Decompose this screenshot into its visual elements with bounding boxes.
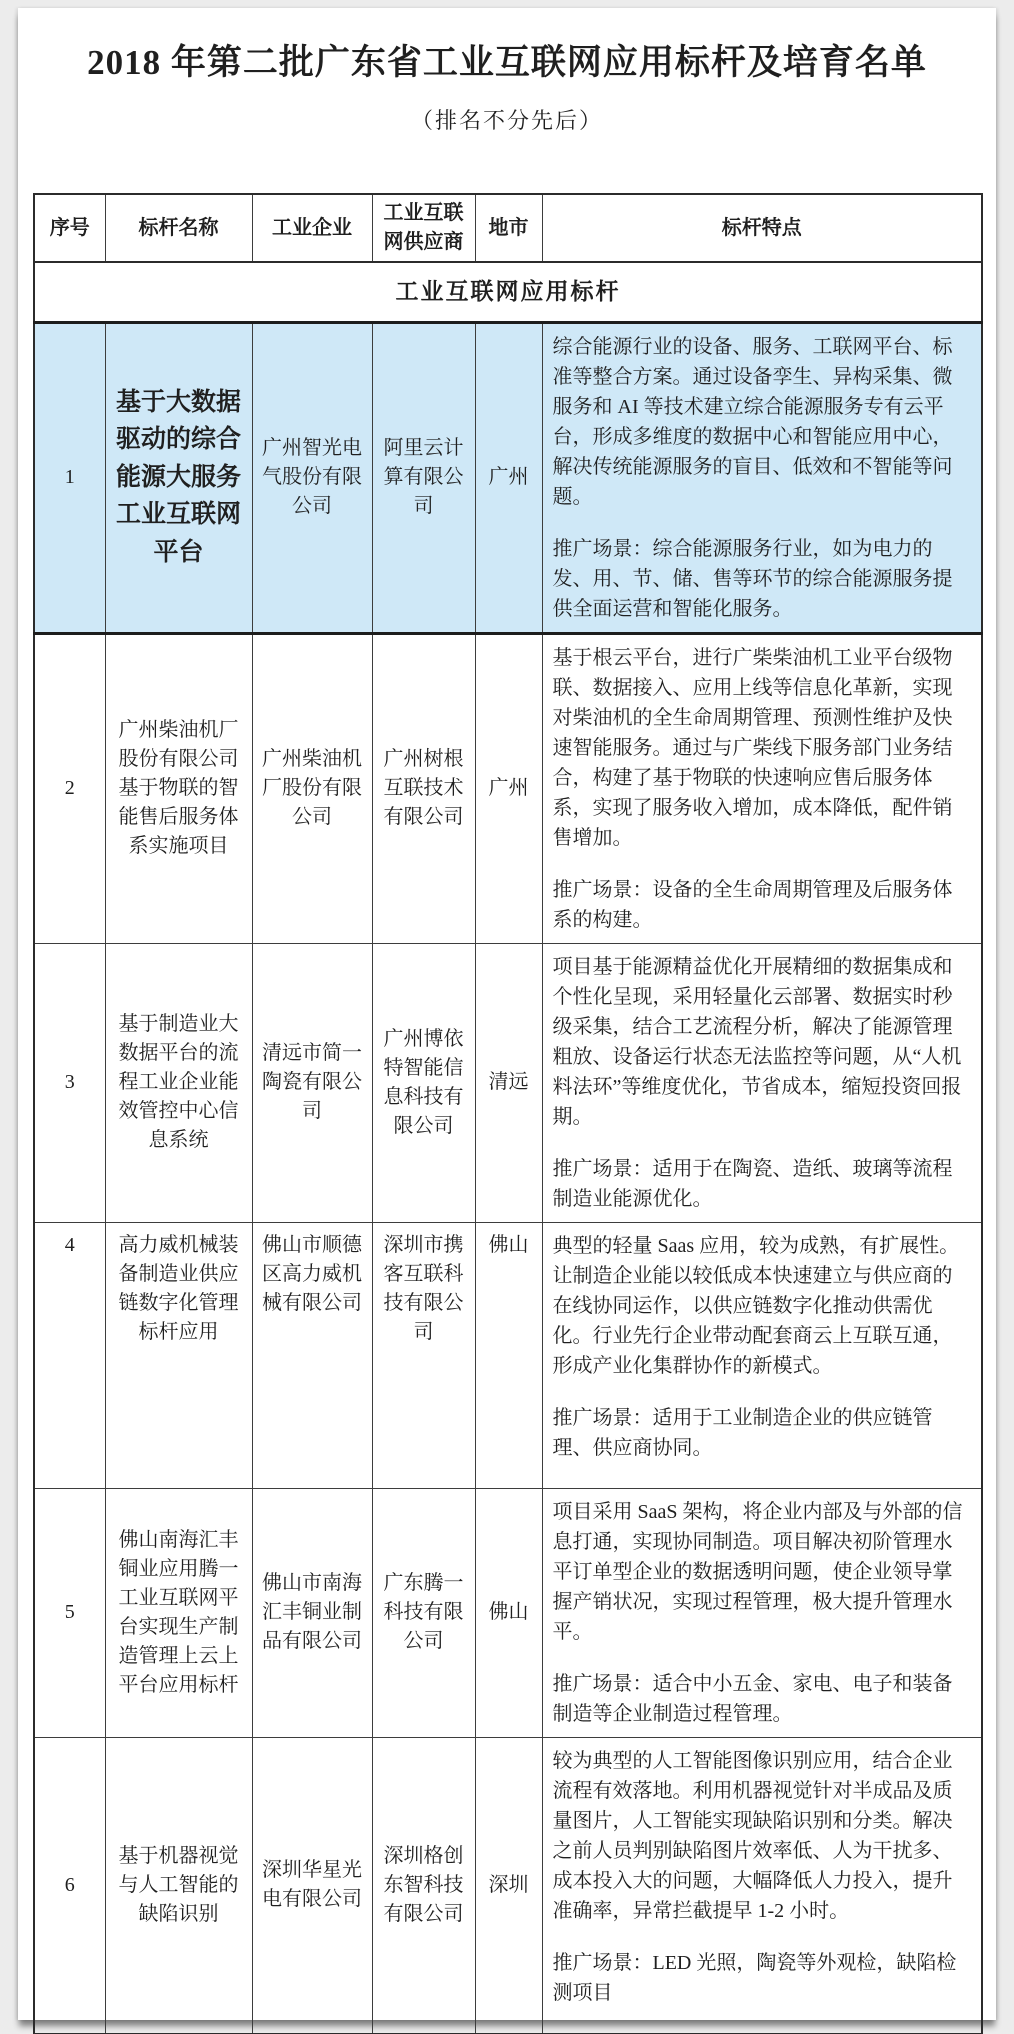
header-city: 地市 [475,194,542,262]
header-features: 标杆特点 [542,194,982,262]
cell-features [542,943,982,1222]
page-subtitle: （排名不分先后） [410,108,603,133]
cell-enterprise: 清远市简一陶瓷有限公司 [252,943,372,1222]
section-row [34,262,982,322]
features-promotion-scenario: 推广场景：LED 光照，陶瓷等外观检，缺陷检测项目 [552,1951,957,2004]
features-paragraph: 项目基于能源精益优化开展精细的数据集成和个性化呈现，采用轻量化云部署、数据实时秒级采集，结合工艺流程分析，解决了能源管理粗放、设备运行状态无法监控等问题，从“人机料法环”等维度优化，节省成本，缩短投资回报期。 [552,955,962,1128]
cell-enterprise: 广州柴油机厂股份有限公司 [252,633,372,943]
table-row [34,1737,982,2034]
cell-benchmark-name: 基于大数据驱动的综合能源大服务工业互联网平台 [105,322,252,633]
section-label: 工业互联网应用标杆 [34,262,982,322]
table-row [34,633,982,943]
header-no: 序号 [34,194,105,262]
features-promotion-scenario: 推广场景：设备的全生命周期管理及后服务体系的构建。 [552,878,953,931]
features-promotion-scenario: 推广场景：综合能源服务行业，如为电力的发、用、节、储、售等环节的综合能源服务提供全面运营和智能化服务。 [552,537,953,620]
cell-enterprise: 广州智光电气股份有限公司 [252,322,372,633]
cell-supplier: 广州树根互联技术有限公司 [372,633,475,943]
cell-city: 佛山 [475,1222,542,1488]
table-row [34,322,982,633]
header-enterprise: 工业企业 [252,194,372,262]
table-row [34,943,982,1222]
features-paragraph: 基于根云平台，进行广柴柴油机工业平台级物联、数据接入、应用上线等信息化革新，实现对柴油机的全生命周期管理、预测性维护及快速智能服务。通过与广柴线下服务部门业务结合，构建了基于物联的快速响应售后服务体系，实现了服务收入增加，成本降低，配件销售增加。 [552,646,953,849]
header-name: 标杆名称 [105,194,252,262]
features-paragraph: 较为典型的人工智能图像识别应用，结合企业流程有效落地。利用机器视觉针对半成品及质量图片，人工智能实现缺陷识别和分类。解决之前人员判别缺陷图片效率低、人为干扰多、成本投入大的问题，大幅降低人力投入，提升准确率，异常拦截提早 1-2 小时。 [552,1749,953,1922]
cell-enterprise: 深圳华星光电有限公司 [252,1737,372,2034]
header-row [34,194,982,262]
cell-enterprise: 佛山市南海汇丰铜业制品有限公司 [252,1488,372,1737]
features-promotion-scenario: 推广场景：适用于工业制造企业的供应链管理、供应商协同。 [552,1406,933,1459]
features-promotion-scenario: 推广场景：适用于在陶瓷、造纸、玻璃等流程制造业能源优化。 [552,1157,953,1210]
cell-no: 5 [34,1488,105,1737]
page-title: 2018 年第二批广东省工业互联网应用标杆及培育名单 [87,43,927,82]
cell-benchmark-name: 基于机器视觉与人工智能的缺陷识别 [105,1737,252,2034]
cell-benchmark-name: 广州柴油机厂股份有限公司基于物联的智能售后服务体系实施项目 [105,633,252,943]
cell-city: 深圳 [475,1737,542,2034]
cell-city: 佛山 [475,1488,542,1737]
table-row [34,1222,982,1488]
cell-city: 清远 [475,943,542,1222]
cell-features [542,1737,982,2034]
cell-supplier: 广州博依特智能信息科技有限公司 [372,943,475,1222]
cell-benchmark-name: 高力威机械装备制造业供应链数字化管理标杆应用 [105,1222,252,1488]
cell-supplier: 阿里云计算有限公司 [372,322,475,633]
cell-enterprise: 佛山市顺德区高力威机械有限公司 [252,1222,372,1488]
cell-features [542,1488,982,1737]
features-promotion-scenario: 推广场景：适合中小五金、家电、电子和装备制造等企业制造过程管理。 [552,1672,953,1725]
header-supplier: 工业互联网供应商 [372,194,475,262]
cell-benchmark-name: 基于制造业大数据平台的流程工业企业能效管控中心信息系统 [105,943,252,1222]
cell-supplier: 深圳格创东智科技有限公司 [372,1737,475,2034]
cell-supplier: 广东腾一科技有限公司 [372,1488,475,1737]
cell-no: 6 [34,1737,105,2034]
features-paragraph: 项目采用 SaaS 架构，将企业内部及与外部的信息打通，实现协同制造。项目解决初阶管理水平订单型企业的数据透明问题，使企业领导掌握产销状况，实现过程管理，极大提升管理水平。 [552,1500,963,1643]
cell-no: 1 [34,322,105,633]
features-paragraph: 典型的轻量 Saas 应用，较为成熟，有扩展性。让制造企业能以较低成本快速建立与供应商的在线协同运作，以供应链数字化推动供需优化。行业先行企业带动配套商云上互联互通，形成产业化集群协作的新模式。 [552,1234,960,1377]
benchmark-table [33,193,983,2034]
cell-features [542,1222,982,1488]
cell-no: 2 [34,633,105,943]
cell-no: 3 [34,943,105,1222]
cell-supplier: 深圳市携客互联科技有限公司 [372,1222,475,1488]
cell-features [542,322,982,633]
table-row [34,1488,982,1737]
cell-no: 4 [34,1222,105,1488]
cell-city: 广州 [475,633,542,943]
cell-features [542,633,982,943]
cell-benchmark-name: 佛山南海汇丰铜业应用腾一工业互联网平台实现生产制造管理上云上平台应用标杆 [105,1488,252,1737]
features-paragraph: 综合能源行业的设备、服务、工联网平台、标准等整合方案。通过设备孪生、异构采集、微服务和 AI 等技术建立综合能源服务专有云平台，形成多维度的数据中心和智能应用中心，解决传统能源服务的盲目、低效和不智能等问题。 [552,335,953,508]
document-sheet [18,8,996,2020]
cell-city: 广州 [475,322,542,633]
